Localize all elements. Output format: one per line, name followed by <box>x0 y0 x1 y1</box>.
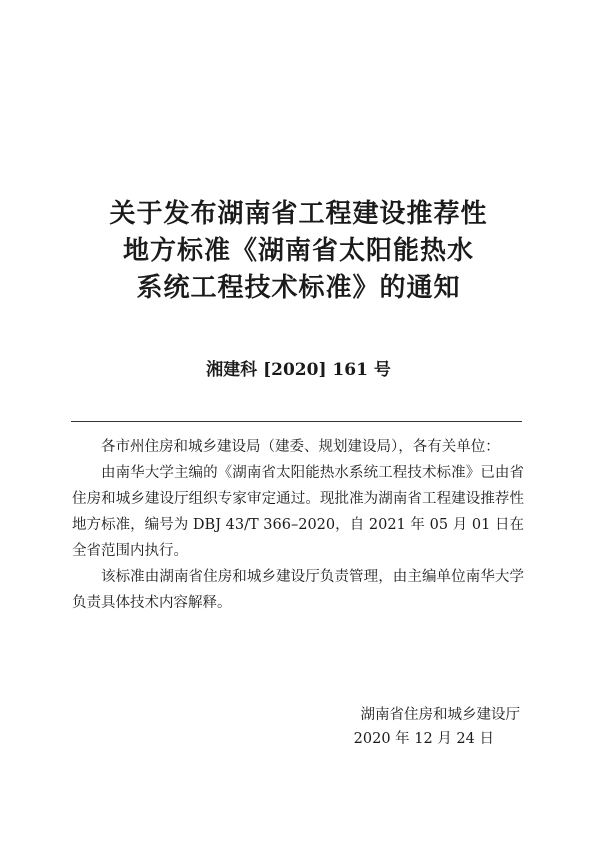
salutation: 各市州住房和城乡建设局（建委、规划建设局），各有关单位： <box>101 439 500 455</box>
body-paragraph-approval: 由南华大学主编的《湖南省太阳能热水系统工程技术标准》已由省住房和城乡建设厅组织专家审定通过。现批准为湖南省工程建设推荐性地方标准，编号为 DBJ 43/T 366–2020，自 2021 年 05 月 01 日在全省范围内执行。 <box>72 465 524 559</box>
signature-block <box>300 703 524 751</box>
issue-date: 2020 年 12 月 24 日 <box>353 731 494 747</box>
notice-title-line-3: 系统工程技术标准》的通知 <box>136 273 461 303</box>
header-divider <box>71 421 522 422</box>
document-number: 湘建科 [2020] 161 号 <box>206 360 391 380</box>
notice-body <box>72 434 524 616</box>
body-paragraph-management: 该标准由湖南省住房和城乡建设厅负责管理，由主编单位南华大学负责具体技术内容解释。 <box>72 569 524 611</box>
issuer-name: 湖南省住房和城乡建设厅 <box>360 707 520 723</box>
notice-title <box>0 196 597 307</box>
notice-title-line-2: 地方标准《湖南省太阳能热水 <box>122 236 474 266</box>
notice-title-line-1: 关于发布湖南省工程建设推荐性 <box>109 199 488 229</box>
